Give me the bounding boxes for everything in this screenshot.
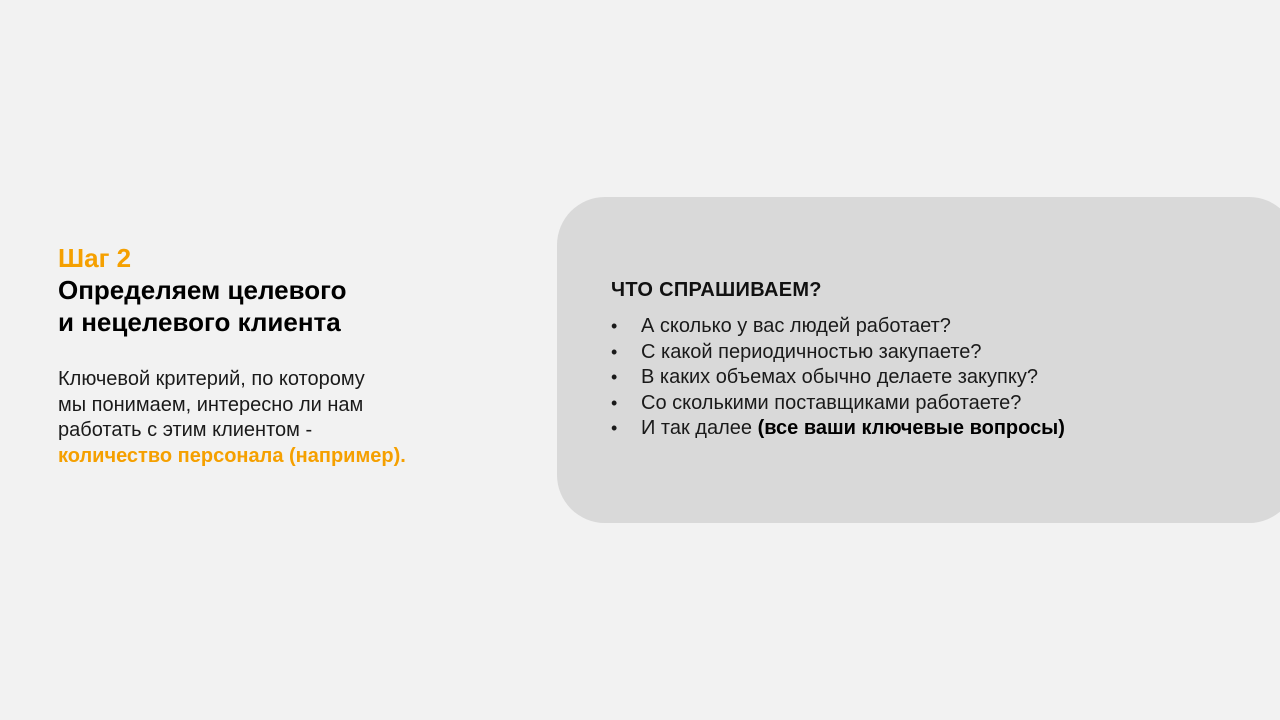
step-heading-line-2: и нецелевого клиента xyxy=(58,307,341,337)
step-label: Шаг 2 xyxy=(58,243,132,273)
question-text: В каких объемах обычно делаете закупку? xyxy=(641,366,1038,388)
question-item xyxy=(611,314,1065,340)
question-item xyxy=(611,365,1065,391)
step-heading-line-1: Определяем целевого xyxy=(58,275,347,305)
step-block xyxy=(58,242,528,469)
panel-title: ЧТО СПРАШИВАЕМ? xyxy=(611,279,822,301)
description-line-1: Ключевой критерий, по которому xyxy=(58,368,365,390)
question-bold-text: (все ваши ключевые вопросы) xyxy=(757,417,1065,439)
bullet-icon: • xyxy=(611,367,618,387)
bullet-icon: • xyxy=(611,392,618,413)
question-text: А сколько у вас людей работает? xyxy=(641,315,951,337)
bullet-icon: • xyxy=(611,418,618,438)
question-text: Со сколькими поставщиками работаете? xyxy=(641,391,1022,414)
step-description xyxy=(58,367,528,469)
description-line-2: мы понимаем, интересно ли нам xyxy=(58,393,364,416)
bullet-icon: • xyxy=(611,316,618,336)
questions-list xyxy=(611,314,1065,442)
description-line-3: работать с этим клиентом - xyxy=(58,419,313,441)
question-item xyxy=(611,340,1065,366)
question-text: С какой периодичностью закупаете? xyxy=(641,340,982,363)
bullet-icon: • xyxy=(611,341,618,362)
question-text: И так далее xyxy=(641,417,758,439)
question-item xyxy=(611,391,1065,417)
question-item xyxy=(611,416,1065,442)
description-highlight: количество персонала (например). xyxy=(58,444,406,467)
step-heading xyxy=(58,274,528,338)
